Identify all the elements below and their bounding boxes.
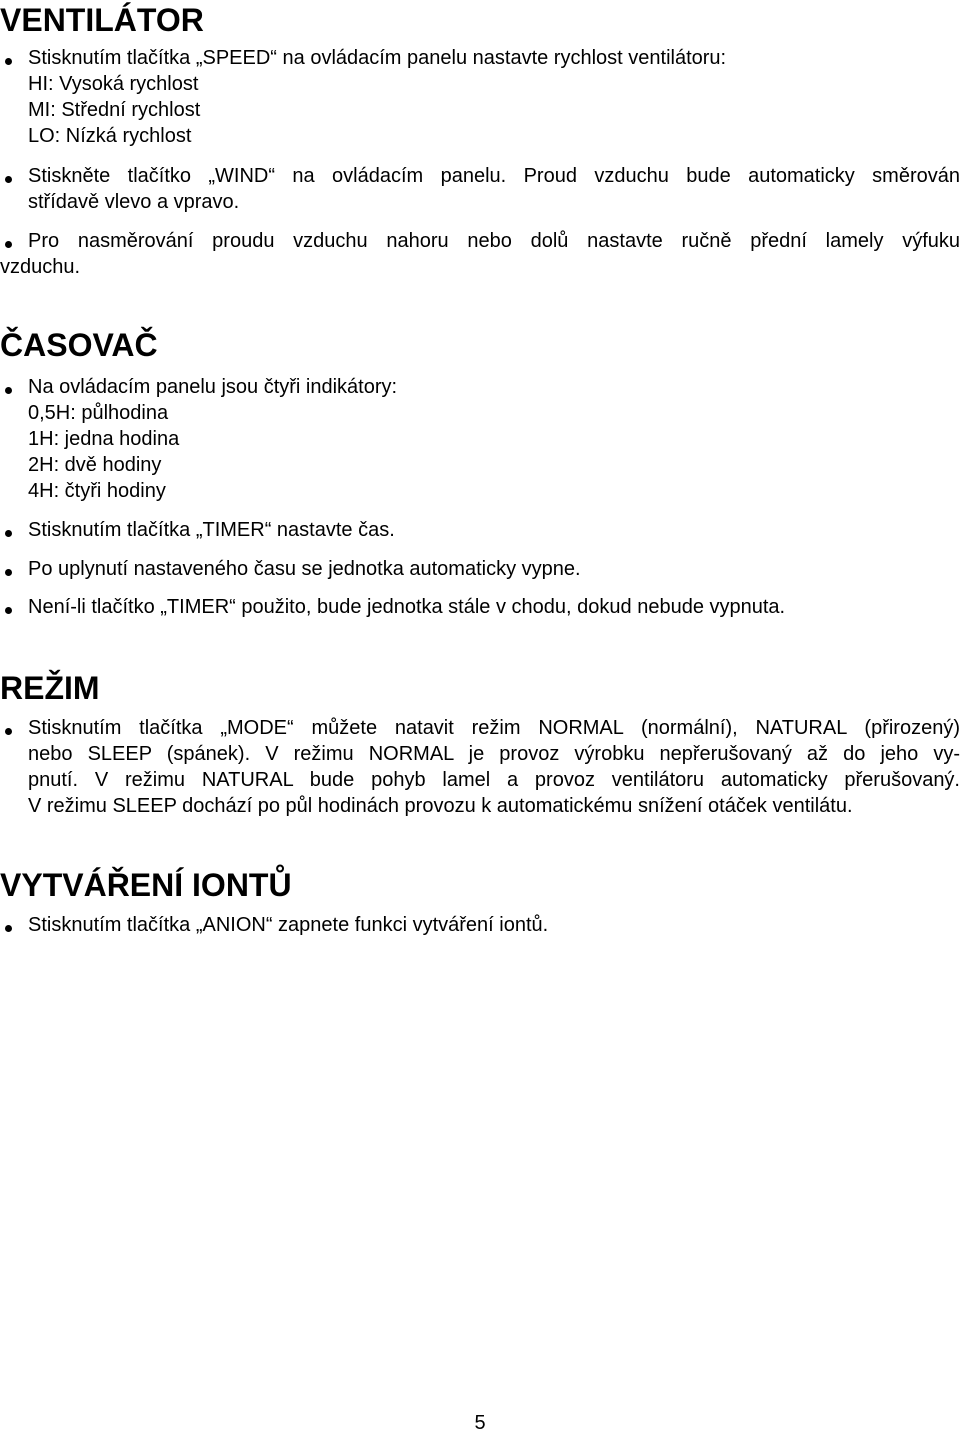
section-heading-rezim: REŽIM xyxy=(0,670,100,706)
text-line: 4H: čtyři hodiny xyxy=(28,480,166,502)
list-item-text xyxy=(28,374,960,504)
text-line: nebo SLEEP (spánek). V režimu NORMAL je provoz výrobku nepřerušovaný až do jeho vy- xyxy=(28,743,960,765)
text-line: HI: Vysoká rychlost xyxy=(28,73,199,95)
text-line: Není-li tlačítko „TIMER“ použito, bude jednotka stále v chodu, dokud nebude vypnuta. xyxy=(28,596,786,618)
list-item-text xyxy=(28,715,960,819)
text-line: střídavě vlevo a vpravo. xyxy=(28,191,240,213)
text-line: Stisknutím tlačítka „SPEED“ na ovládacím panelu nastavte rychlost ventilátoru: xyxy=(28,47,727,69)
bullet-icon xyxy=(5,925,12,932)
text-line: 2H: dvě hodiny xyxy=(28,454,162,476)
text-line: Stiskněte tlačítko „WIND“ na ovládacím panelu. Proud vzduchu bude automaticky směrován xyxy=(28,165,960,187)
section-heading-ventilator: VENTILÁTOR xyxy=(0,2,204,38)
list-item-text xyxy=(28,163,960,215)
text-line: 1H: jedna hodina xyxy=(28,428,180,450)
text-line: Stisknutím tlačítka „ANION“ zapnete funkci vytváření iontů. xyxy=(28,914,549,936)
list-item-text xyxy=(28,556,960,582)
bullet-icon xyxy=(5,569,12,576)
section-heading-casovac: ČASOVAČ xyxy=(0,327,158,363)
page-number: 5 xyxy=(474,1412,486,1434)
text-line: pnutí. V režimu NATURAL bude pohyb lamel a provoz ventilátoru automaticky přerušovaný. xyxy=(28,769,960,791)
text-line: 0,5H: půlhodina xyxy=(28,402,169,424)
list-item-text xyxy=(0,228,960,280)
list-item-text xyxy=(28,45,960,149)
list-item-text xyxy=(28,594,960,620)
text-line: V režimu SLEEP dochází po půl hodinách provozu k automatickému snížení otáček ventilátu. xyxy=(28,795,853,817)
bullet-icon xyxy=(5,176,12,183)
text-line: Stisknutím tlačítka „MODE“ můžete natavit režim NORMAL (normální), NATURAL (přirozený) xyxy=(28,717,960,739)
text-line: Stisknutím tlačítka „TIMER“ nastavte čas. xyxy=(28,519,395,541)
section-heading-vytvareni-iontu: VYTVÁŘENÍ IONTŮ xyxy=(0,867,292,903)
text-line: MI: Střední rychlost xyxy=(28,99,201,121)
bullet-icon xyxy=(5,728,12,735)
bullet-icon xyxy=(5,58,12,65)
text-line: Pro nasměrování proudu vzduchu nahoru nebo dolů nastavte ručně přední lamely výfuku xyxy=(28,230,960,252)
bullet-icon xyxy=(5,241,12,248)
list-item-text xyxy=(28,912,960,938)
text-line: Na ovládacím panelu jsou čtyři indikátory: xyxy=(28,376,398,398)
bullet-icon xyxy=(5,387,12,394)
bullet-icon xyxy=(5,530,12,537)
text-line: Po uplynutí nastaveného času se jednotka automaticky vypne. xyxy=(28,558,581,580)
text-line: LO: Nízká rychlost xyxy=(28,125,192,147)
bullet-icon xyxy=(5,607,12,614)
list-item-text xyxy=(28,517,960,543)
text-line: vzduchu. xyxy=(0,256,81,278)
